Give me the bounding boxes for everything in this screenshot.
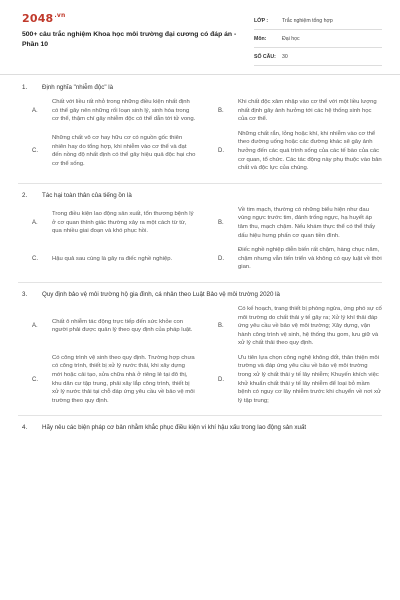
- meta-key: Môn:: [254, 35, 267, 42]
- question-text: Định nghĩa "nhiễm độc" là: [42, 84, 114, 91]
- option-text: Chất ô nhiễm tác động trực tiếp đến sức khỏe con người phải được quản lý theo quy định của pháp luật.: [52, 318, 193, 334]
- meta-row-class: [254, 12, 382, 30]
- question-list: [0, 78, 400, 438]
- question-header: [18, 285, 382, 305]
- option-letter: B.: [218, 107, 224, 114]
- question-number: 4.: [22, 424, 28, 432]
- question-text: Quy định bảo vệ môi trường hộ gia đình, cá nhân theo Luật Bảo vệ môi trường 2020 là: [42, 290, 280, 298]
- question-divider: [18, 183, 382, 184]
- option-letter: A.: [32, 323, 38, 330]
- question-header: [18, 186, 382, 206]
- option-text: Có kế hoạch, trang thiết bị phòng ngừa, ứng phó sự cố môi trường do chất thải y tế gây ra; Xử lý khí thải đáp ứng yêu cầu về bảo vệ môi trường; Xây dựng, vận hành công trình vệ sinh, hệ thống thu gom, lưu giữ và xử lý chất thải theo quy định.: [238, 305, 382, 347]
- question-number: 3.: [22, 290, 28, 298]
- option-letter: D.: [218, 376, 224, 383]
- question-4: [18, 418, 382, 438]
- option-d[interactable]: [204, 130, 382, 173]
- site-logo[interactable]: [22, 12, 65, 25]
- meta-value: 30: [282, 53, 288, 60]
- meta-row-subject: [254, 30, 382, 48]
- option-letter: D.: [218, 256, 224, 263]
- option-letter: A.: [32, 219, 38, 226]
- meta-row-count: [254, 48, 382, 66]
- logo-text: 2048: [22, 12, 54, 25]
- question-header: [18, 418, 382, 438]
- option-d[interactable]: [204, 354, 382, 406]
- meta-key: LỚP :: [254, 17, 269, 24]
- question-number: 2.: [22, 191, 28, 199]
- page-header: [0, 0, 400, 72]
- option-text: Những chất rắn, lỏng hoặc khí, khi nhiễm vào cơ thể theo đường uống hoặc các đường khác sẽ gây ảnh hưởng đến các quá trình sống của các tế bào của các cơ quan, tổ chức. Các tác động này phụ thuộc vào bản chất và độc lực của chúng.: [238, 130, 382, 172]
- question-text: Hãy nêu các biện pháp cơ bản nhằm khắc phục điều kiện vi khí hậu xấu trong lao động sản xuất: [42, 424, 307, 432]
- option-c[interactable]: [18, 130, 196, 173]
- option-letter: C.: [32, 376, 38, 383]
- option-text: Điếc nghề nghiệp diễn biến rất chậm, hàng chục năm, chậm nhưng vẫn tiến triển và không có quy luật về thời gian.: [238, 247, 382, 271]
- option-b[interactable]: [204, 206, 382, 240]
- question-divider: [18, 415, 382, 416]
- logo-suffix: .vn: [54, 12, 66, 20]
- option-text: Ưu tiên lựa chọn công nghệ không đốt, thân thiện môi trường và đáp ứng yêu cầu về bảo vệ môi trường trong xử lý chất thải y tế lây nhiễm; Khuyến khích việc khử khuẩn chất thải y tế lây nhiễm để loại bỏ mầm bệnh có nguy cơ lây nhiễm trước khi chuyển về nơi xử lý tập trung;: [238, 354, 381, 404]
- option-letter: B.: [218, 219, 224, 226]
- option-c[interactable]: [18, 354, 196, 406]
- question-2: [18, 186, 382, 283]
- option-letter: D.: [218, 148, 224, 155]
- document-title: 500+ câu trắc nghiệm Khoa học môi trường đại cương có đáp án - Phần 10: [22, 31, 237, 48]
- option-text: Về tim mạch, thường có những biểu hiện như đau vùng ngực trước tim, đánh trống ngực, hạ huyết áp tâm thu, mạch chậm. Nếu khám thực thể có thể thấy dấu hiệu hưng phấn cơ quan tiền đình.: [238, 206, 376, 239]
- answer-options: [18, 98, 382, 181]
- option-letter: C.: [32, 148, 38, 155]
- header-divider: [0, 74, 400, 75]
- option-letter: C.: [32, 256, 38, 263]
- question-divider: [18, 282, 382, 283]
- option-b[interactable]: [204, 98, 382, 124]
- option-c[interactable]: [18, 246, 196, 272]
- option-a[interactable]: [18, 305, 196, 348]
- option-a[interactable]: [18, 98, 196, 124]
- meta-key: SỐ CÂU:: [254, 53, 276, 60]
- meta-value: Đại học: [282, 35, 300, 42]
- meta-value: Trắc nghiệm tổng hợp: [282, 17, 333, 24]
- meta-table: [254, 12, 382, 66]
- option-a[interactable]: [18, 206, 196, 240]
- question-header: [18, 78, 382, 98]
- option-text: Khi chất độc xâm nhập vào cơ thể với một liều lượng nhất định gây ảnh hưởng tới các hệ thống sinh học của cơ thể.: [238, 99, 377, 123]
- question-3: [18, 285, 382, 417]
- option-d[interactable]: [204, 246, 382, 272]
- answer-options: [18, 305, 382, 414]
- question-1: [18, 78, 382, 184]
- question-text: Tác hại toàn thân của tiếng ồn là: [42, 191, 132, 199]
- option-letter: B.: [218, 323, 224, 330]
- option-text: Những chất vô cơ hay hữu cơ có nguồn gốc thiên nhiên hay do tổng hợp, khi nhiễm vào cơ thể và đạt đến nồng độ nhất định có thể gây hiệu quả độc hại cho cơ thể sống.: [52, 135, 196, 167]
- option-text: Hậu quả sau cùng là gây ra điếc nghề nghiệp.: [52, 255, 173, 262]
- option-b[interactable]: [204, 305, 382, 348]
- option-text: Chất với liều rất nhỏ trong những điều kiện nhất định có thể gây nên những rối loạn sinh lý, sinh hóa trong cơ thể, thậm chí gây nhiễm độc có thể dẫn tới tử vong.: [52, 99, 196, 123]
- answer-options: [18, 206, 382, 280]
- question-number: 1.: [22, 84, 28, 91]
- option-letter: A.: [32, 107, 38, 114]
- option-text: Trong điều kiện lao động sản xuất, tổn thương bệnh lý ở cơ quan thính giác thường xảy ra một cách từ từ, qua nhiều giai đoạn và khó phục hồi.: [52, 211, 194, 235]
- option-text: Có công trình vệ sinh theo quy định. Trường hợp chưa có công trình, thiết bị xử lý nước thải, khi xây dựng mới hoặc cải tạo, sửa chữa nhà ở riêng lẻ tại đô thị, khu dân cư tập trung, phải xây lắp công trình, thiết bị xử lý nước thải tại chỗ đáp ứng yêu cầu về bảo vệ môi trường theo quy định.: [52, 354, 195, 404]
